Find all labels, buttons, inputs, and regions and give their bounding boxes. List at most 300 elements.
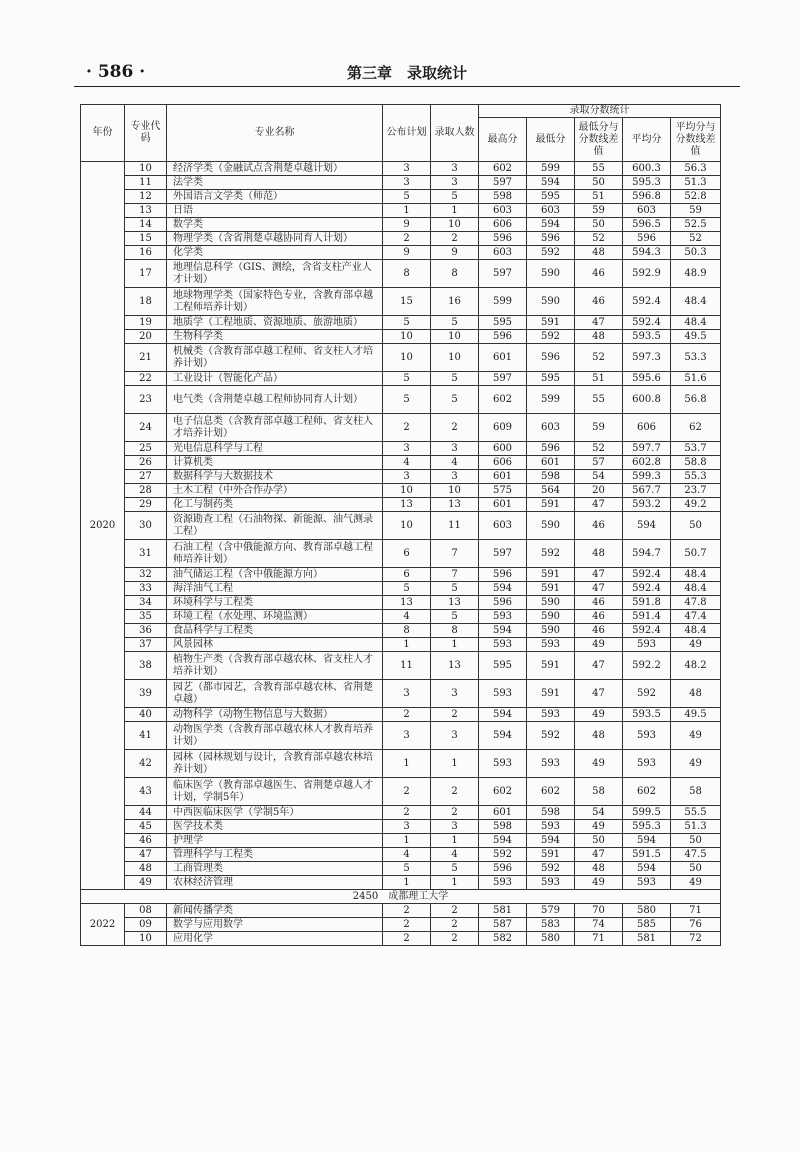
code-cell: 29: [125, 498, 167, 512]
min-cell: 579: [527, 904, 575, 918]
admitted-cell: 2: [431, 904, 479, 918]
min-cell: 592: [527, 862, 575, 876]
name-cell: 工业设计（智能化产品）: [167, 372, 383, 386]
avg_diff-cell: 49: [671, 722, 721, 750]
table-row: [81, 386, 721, 414]
min-cell: 593: [527, 708, 575, 722]
max-cell: 600: [479, 442, 527, 456]
col-header-min: 最低分: [527, 118, 575, 162]
admitted-cell: 7: [431, 540, 479, 568]
name-cell: 经济学类（金融试点含荆楚卓越计划）: [167, 162, 383, 176]
max-cell: 575: [479, 484, 527, 498]
name-cell: 园林（园林规划与设计，含教育部卓越农林培养计划）: [167, 750, 383, 778]
min-cell: 590: [527, 624, 575, 638]
min_diff-cell: 46: [575, 596, 623, 610]
avg_diff-cell: 53.7: [671, 442, 721, 456]
min_diff-cell: 48: [575, 330, 623, 344]
min-cell: 590: [527, 610, 575, 624]
avg-cell: 567.7: [623, 484, 671, 498]
admitted-cell: 11: [431, 512, 479, 540]
name-cell: 机械类（含教育部卓越工程师、省支柱人才培养计划）: [167, 344, 383, 372]
avg-cell: 596.8: [623, 190, 671, 204]
name-cell: 电子信息类（含教育部卓越工程师、省支柱人才培养计划）: [167, 414, 383, 442]
name-cell: 化学类: [167, 246, 383, 260]
avg_diff-cell: 51.3: [671, 820, 721, 834]
admitted-cell: 10: [431, 330, 479, 344]
table-row: [81, 778, 721, 806]
name-cell: 数学与应用数学: [167, 918, 383, 932]
plan-cell: 2: [383, 918, 431, 932]
table-row: [81, 162, 721, 176]
table-row: [81, 246, 721, 260]
min-cell: 591: [527, 680, 575, 708]
code-cell: 23: [125, 386, 167, 414]
name-cell: 生物科学类: [167, 330, 383, 344]
code-cell: 16: [125, 246, 167, 260]
admitted-cell: 5: [431, 862, 479, 876]
min_diff-cell: 48: [575, 862, 623, 876]
max-cell: 601: [479, 344, 527, 372]
plan-cell: 5: [383, 862, 431, 876]
plan-cell: 8: [383, 260, 431, 288]
name-cell: 应用化学: [167, 932, 383, 946]
table-row: [81, 624, 721, 638]
code-cell: 26: [125, 456, 167, 470]
name-cell: 动物科学（动物生物信息与大数据）: [167, 708, 383, 722]
col-header-stats-group: 录取分数统计: [479, 105, 721, 118]
page-number: · 586 ·: [86, 62, 146, 82]
admitted-cell: 9: [431, 246, 479, 260]
max-cell: 593: [479, 610, 527, 624]
code-cell: 09: [125, 918, 167, 932]
max-cell: 598: [479, 820, 527, 834]
plan-cell: 2: [383, 904, 431, 918]
min-cell: 593: [527, 638, 575, 652]
avg-cell: 585: [623, 918, 671, 932]
plan-cell: 6: [383, 568, 431, 582]
max-cell: 601: [479, 498, 527, 512]
avg_diff-cell: 48: [671, 680, 721, 708]
table-row: [81, 442, 721, 456]
admitted-cell: 5: [431, 316, 479, 330]
min-cell: 591: [527, 498, 575, 512]
min_diff-cell: 74: [575, 918, 623, 932]
table-row: [81, 862, 721, 876]
code-cell: 20: [125, 330, 167, 344]
plan-cell: 5: [383, 190, 431, 204]
avg-cell: 593: [623, 722, 671, 750]
min_diff-cell: 50: [575, 218, 623, 232]
avg-cell: 593: [623, 638, 671, 652]
avg-cell: 600.3: [623, 162, 671, 176]
plan-cell: 11: [383, 652, 431, 680]
avg_diff-cell: 56.3: [671, 162, 721, 176]
table-row: [81, 722, 721, 750]
code-cell: 10: [125, 932, 167, 946]
name-cell: 数据科学与大数据技术: [167, 470, 383, 484]
admitted-cell: 5: [431, 372, 479, 386]
admitted-cell: 3: [431, 680, 479, 708]
admitted-cell: 8: [431, 260, 479, 288]
min_diff-cell: 50: [575, 176, 623, 190]
max-cell: 603: [479, 204, 527, 218]
avg_diff-cell: 51.3: [671, 176, 721, 190]
min_diff-cell: 54: [575, 470, 623, 484]
max-cell: 595: [479, 652, 527, 680]
code-cell: 10: [125, 162, 167, 176]
name-cell: 计算机类: [167, 456, 383, 470]
table-row: [81, 638, 721, 652]
code-cell: 40: [125, 708, 167, 722]
min_diff-cell: 58: [575, 778, 623, 806]
admitted-cell: 1: [431, 750, 479, 778]
min_diff-cell: 47: [575, 652, 623, 680]
avg-cell: 595.3: [623, 820, 671, 834]
avg_diff-cell: 50: [671, 512, 721, 540]
avg_diff-cell: 48.4: [671, 624, 721, 638]
min-cell: 591: [527, 848, 575, 862]
name-cell: 医学技术类: [167, 820, 383, 834]
avg_diff-cell: 52.8: [671, 190, 721, 204]
min_diff-cell: 48: [575, 722, 623, 750]
plan-cell: 5: [383, 386, 431, 414]
admitted-cell: 2: [431, 414, 479, 442]
avg-cell: 603: [623, 204, 671, 218]
min-cell: 598: [527, 806, 575, 820]
code-cell: 08: [125, 904, 167, 918]
avg-cell: 602: [623, 778, 671, 806]
avg-cell: 594: [623, 834, 671, 848]
table-row: [81, 484, 721, 498]
school-name-cell: 2450 成都理工大学: [81, 890, 721, 904]
table-row: [81, 204, 721, 218]
school-row: [81, 890, 721, 904]
min_diff-cell: 55: [575, 162, 623, 176]
code-cell: 19: [125, 316, 167, 330]
min-cell: 592: [527, 246, 575, 260]
plan-cell: 3: [383, 442, 431, 456]
table-row: [81, 932, 721, 946]
name-cell: 资源勘查工程（石油物探、新能源、油气测录工程）: [167, 512, 383, 540]
min-cell: 590: [527, 288, 575, 316]
plan-cell: 13: [383, 498, 431, 512]
code-cell: 34: [125, 596, 167, 610]
code-cell: 33: [125, 582, 167, 596]
name-cell: 风景园林: [167, 638, 383, 652]
avg_diff-cell: 48.9: [671, 260, 721, 288]
min-cell: 599: [527, 386, 575, 414]
min-cell: 590: [527, 260, 575, 288]
max-cell: 603: [479, 512, 527, 540]
max-cell: 594: [479, 722, 527, 750]
min_diff-cell: 49: [575, 820, 623, 834]
min-cell: 596: [527, 344, 575, 372]
plan-cell: 2: [383, 806, 431, 820]
avg-cell: 592.4: [623, 582, 671, 596]
avg_diff-cell: 49: [671, 638, 721, 652]
min-cell: 603: [527, 414, 575, 442]
code-cell: 46: [125, 834, 167, 848]
avg-cell: 592: [623, 680, 671, 708]
min_diff-cell: 57: [575, 456, 623, 470]
table-row: [81, 414, 721, 442]
admitted-cell: 2: [431, 932, 479, 946]
name-cell: 植物生产类（含教育部卓越农林、省支柱人才培养计划）: [167, 652, 383, 680]
avg_diff-cell: 49: [671, 750, 721, 778]
table-row: [81, 820, 721, 834]
avg_diff-cell: 52.5: [671, 218, 721, 232]
name-cell: 临床医学（教育部卓越医生、省荆楚卓越人才计划，学制5年）: [167, 778, 383, 806]
min_diff-cell: 52: [575, 344, 623, 372]
admitted-cell: 3: [431, 162, 479, 176]
admitted-cell: 2: [431, 708, 479, 722]
min_diff-cell: 47: [575, 498, 623, 512]
plan-cell: 1: [383, 834, 431, 848]
avg-cell: 602.8: [623, 456, 671, 470]
avg-cell: 591.4: [623, 610, 671, 624]
avg-cell: 591.5: [623, 848, 671, 862]
plan-cell: 5: [383, 372, 431, 386]
avg-cell: 594.3: [623, 246, 671, 260]
min-cell: 601: [527, 456, 575, 470]
avg-cell: 592.4: [623, 624, 671, 638]
min-cell: 602: [527, 778, 575, 806]
admitted-cell: 4: [431, 848, 479, 862]
code-cell: 13: [125, 204, 167, 218]
admitted-cell: 1: [431, 638, 479, 652]
avg_diff-cell: 76: [671, 918, 721, 932]
table-row: [81, 806, 721, 820]
name-cell: 日语: [167, 204, 383, 218]
avg-cell: 592.9: [623, 260, 671, 288]
plan-cell: 2: [383, 708, 431, 722]
plan-cell: 5: [383, 582, 431, 596]
admitted-cell: 3: [431, 470, 479, 484]
avg-cell: 580: [623, 904, 671, 918]
table-row: [81, 540, 721, 568]
min_diff-cell: 46: [575, 288, 623, 316]
avg-cell: 592.4: [623, 288, 671, 316]
avg_diff-cell: 48.2: [671, 652, 721, 680]
avg-cell: 595.3: [623, 176, 671, 190]
min-cell: 593: [527, 820, 575, 834]
avg-cell: 593: [623, 750, 671, 778]
code-cell: 24: [125, 414, 167, 442]
code-cell: 11: [125, 176, 167, 190]
avg-cell: 591.8: [623, 596, 671, 610]
max-cell: 595: [479, 316, 527, 330]
table-row: [81, 232, 721, 246]
avg_diff-cell: 48.4: [671, 316, 721, 330]
max-cell: 609: [479, 414, 527, 442]
max-cell: 598: [479, 190, 527, 204]
code-cell: 42: [125, 750, 167, 778]
code-cell: 39: [125, 680, 167, 708]
code-cell: 27: [125, 470, 167, 484]
min-cell: 590: [527, 596, 575, 610]
avg_diff-cell: 58: [671, 778, 721, 806]
table-row: [81, 288, 721, 316]
name-cell: 地球物理学类（国家特色专业，含教育部卓越工程师培养计划）: [167, 288, 383, 316]
avg-cell: 594.7: [623, 540, 671, 568]
min_diff-cell: 48: [575, 246, 623, 260]
admitted-cell: 8: [431, 624, 479, 638]
avg-cell: 596: [623, 232, 671, 246]
min-cell: 596: [527, 442, 575, 456]
table-row: [81, 750, 721, 778]
max-cell: 594: [479, 834, 527, 848]
plan-cell: 10: [383, 484, 431, 498]
min-cell: 596: [527, 232, 575, 246]
code-cell: 37: [125, 638, 167, 652]
min_diff-cell: 47: [575, 680, 623, 708]
name-cell: 石油工程（含中俄能源方向、教育部卓越工程师培养计划）: [167, 540, 383, 568]
code-cell: 28: [125, 484, 167, 498]
min_diff-cell: 59: [575, 414, 623, 442]
col-header-plan: 公布计划: [383, 105, 431, 162]
min_diff-cell: 55: [575, 386, 623, 414]
admitted-cell: 10: [431, 484, 479, 498]
code-cell: 38: [125, 652, 167, 680]
max-cell: 587: [479, 918, 527, 932]
avg_diff-cell: 23.7: [671, 484, 721, 498]
col-header-code: 专业代码: [125, 105, 167, 162]
avg-cell: 600.8: [623, 386, 671, 414]
avg-cell: 594: [623, 512, 671, 540]
plan-cell: 13: [383, 596, 431, 610]
min-cell: 591: [527, 652, 575, 680]
name-cell: 油气储运工程（含中俄能源方向）: [167, 568, 383, 582]
avg-cell: 592.4: [623, 568, 671, 582]
admitted-cell: 5: [431, 582, 479, 596]
plan-cell: 3: [383, 722, 431, 750]
admitted-cell: 13: [431, 652, 479, 680]
admitted-cell: 7: [431, 568, 479, 582]
max-cell: 603: [479, 246, 527, 260]
code-cell: 31: [125, 540, 167, 568]
avg_diff-cell: 48.4: [671, 288, 721, 316]
plan-cell: 4: [383, 848, 431, 862]
min_diff-cell: 54: [575, 806, 623, 820]
name-cell: 化工与制药类: [167, 498, 383, 512]
max-cell: 602: [479, 386, 527, 414]
min_diff-cell: 59: [575, 204, 623, 218]
avg-cell: 597.7: [623, 442, 671, 456]
min-cell: 592: [527, 330, 575, 344]
min-cell: 603: [527, 204, 575, 218]
name-cell: 护理学: [167, 834, 383, 848]
col-header-avg: 平均分: [623, 118, 671, 162]
min-cell: 598: [527, 470, 575, 484]
plan-cell: 3: [383, 470, 431, 484]
min-cell: 580: [527, 932, 575, 946]
name-cell: 海洋油气工程: [167, 582, 383, 596]
chapter-title: 第三章 录取统计: [346, 64, 467, 82]
avg-cell: 594: [623, 862, 671, 876]
avg_diff-cell: 49.5: [671, 330, 721, 344]
code-cell: 36: [125, 624, 167, 638]
name-cell: 土木工程（中外合作办学）: [167, 484, 383, 498]
name-cell: 电气类（含荆楚卓越工程师协同育人计划）: [167, 386, 383, 414]
max-cell: 596: [479, 596, 527, 610]
min_diff-cell: 48: [575, 540, 623, 568]
min-cell: 594: [527, 218, 575, 232]
code-cell: 49: [125, 876, 167, 890]
min_diff-cell: 46: [575, 610, 623, 624]
avg-cell: 599.5: [623, 806, 671, 820]
min-cell: 599: [527, 162, 575, 176]
min-cell: 583: [527, 918, 575, 932]
max-cell: 593: [479, 638, 527, 652]
min_diff-cell: 49: [575, 876, 623, 890]
admitted-cell: 2: [431, 918, 479, 932]
name-cell: 工商管理类: [167, 862, 383, 876]
table-row: [81, 190, 721, 204]
admitted-cell: 3: [431, 442, 479, 456]
code-cell: 32: [125, 568, 167, 582]
admitted-cell: 13: [431, 596, 479, 610]
avg_diff-cell: 71: [671, 904, 721, 918]
name-cell: 园艺（都市园艺，含教育部卓越农林、省荆楚卓越）: [167, 680, 383, 708]
plan-cell: 2: [383, 414, 431, 442]
max-cell: 582: [479, 932, 527, 946]
year-cell: 2020: [81, 162, 125, 890]
plan-cell: 3: [383, 176, 431, 190]
min_diff-cell: 70: [575, 904, 623, 918]
min-cell: 591: [527, 316, 575, 330]
plan-cell: 8: [383, 624, 431, 638]
col-header-max: 最高分: [479, 118, 527, 162]
code-cell: 14: [125, 218, 167, 232]
avg-cell: 597.3: [623, 344, 671, 372]
col-header-avg-diff: 平均分与分数线差值: [671, 118, 721, 162]
code-cell: 15: [125, 232, 167, 246]
code-cell: 44: [125, 806, 167, 820]
avg-cell: 606: [623, 414, 671, 442]
max-cell: 597: [479, 540, 527, 568]
table-row: [81, 680, 721, 708]
plan-cell: 1: [383, 876, 431, 890]
max-cell: 601: [479, 470, 527, 484]
plan-cell: 10: [383, 512, 431, 540]
col-header-name: 专业名称: [167, 105, 383, 162]
plan-cell: 3: [383, 680, 431, 708]
avg-cell: 593: [623, 876, 671, 890]
plan-cell: 10: [383, 344, 431, 372]
table-row: [81, 876, 721, 890]
name-cell: 地质学（工程地质、资源地质、旅游地质）: [167, 316, 383, 330]
max-cell: 599: [479, 288, 527, 316]
avg-cell: 599.3: [623, 470, 671, 484]
avg_diff-cell: 48.4: [671, 568, 721, 582]
name-cell: 中西医临床医学（学制5年）: [167, 806, 383, 820]
avg-cell: 593.5: [623, 330, 671, 344]
min-cell: 595: [527, 372, 575, 386]
name-cell: 环境工程（水处理、环境监测）: [167, 610, 383, 624]
plan-cell: 2: [383, 778, 431, 806]
table-row: [81, 904, 721, 918]
code-cell: 17: [125, 260, 167, 288]
col-header-year: 年份: [81, 105, 125, 162]
avg_diff-cell: 52: [671, 232, 721, 246]
avg-cell: 592.2: [623, 652, 671, 680]
min-cell: 594: [527, 834, 575, 848]
min-cell: 592: [527, 722, 575, 750]
code-cell: 25: [125, 442, 167, 456]
plan-cell: 2: [383, 932, 431, 946]
table-row: [81, 456, 721, 470]
min_diff-cell: 52: [575, 232, 623, 246]
